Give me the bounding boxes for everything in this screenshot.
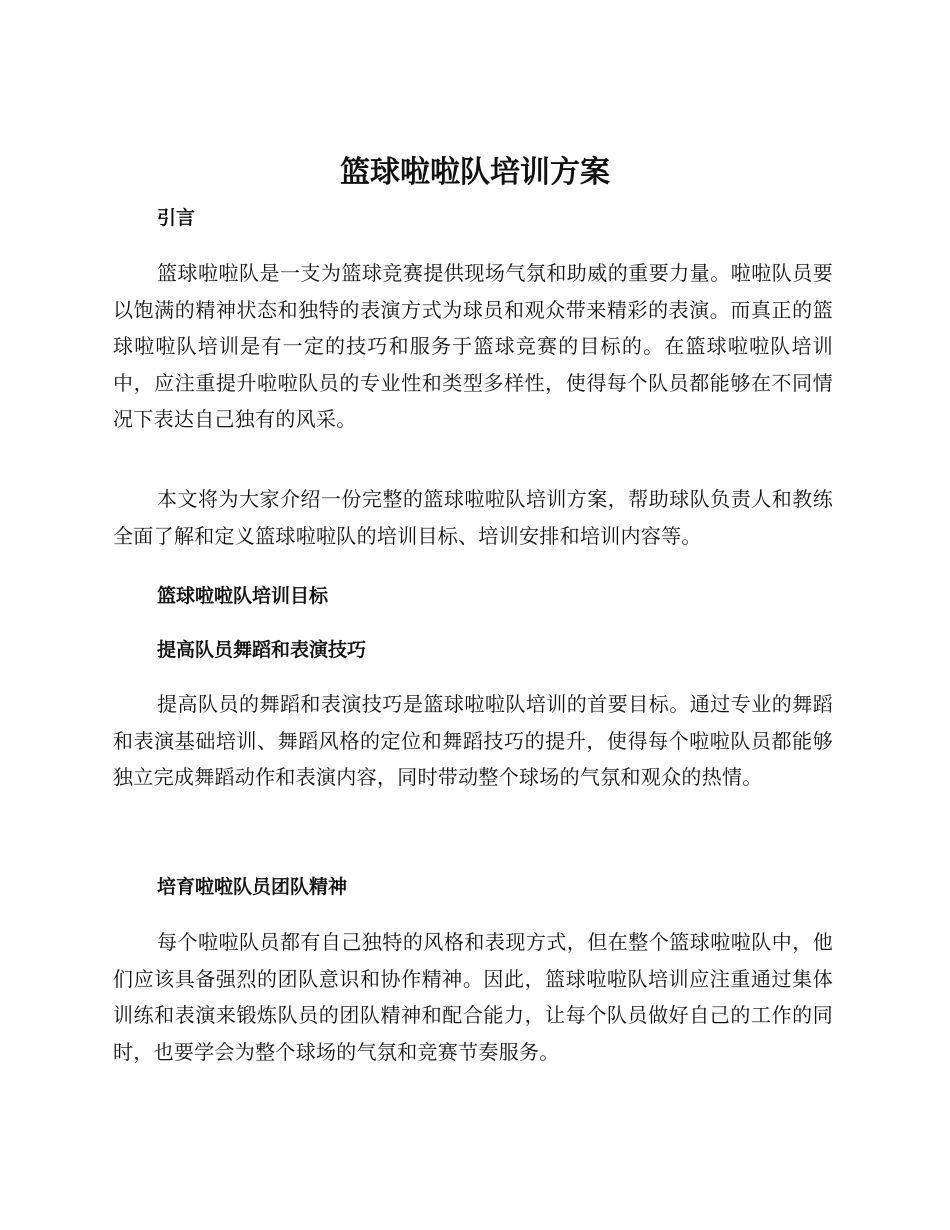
document-title: 篮球啦啦队培训方案 bbox=[340, 155, 610, 190]
paragraph-skills: 提高队员的舞蹈和表演技巧是篮球啦啦队培训的首要目标。通过专业的舞蹈和表演基础培训、舞蹈风格的定位和舞蹈技巧的提升，使得每个啦啦队员都能够独立完成舞蹈动作和表演内容，同时带动整个球场的气氛和观众的热情。 bbox=[113, 692, 833, 790]
section-heading-goals: 篮球啦啦队培训目标 bbox=[157, 585, 329, 607]
section-heading-intro: 引言 bbox=[157, 207, 196, 229]
subheading-skills: 提高队员舞蹈和表演技巧 bbox=[157, 639, 367, 661]
subheading-team-spirit: 培育啦啦队员团队精神 bbox=[157, 876, 348, 898]
paragraph-intro-1: 篮球啦啦队是一支为篮球竞赛提供现场气氛和助威的重要力量。啦啦队员要以饱满的精神状态和独特的表演方式为球员和观众带来精彩的表演。而真正的篮球啦啦队培训是有一定的技巧和服务于篮球竞赛的目标的。在篮球啦啦队培训中，应注重提升啦啦队员的专业性和类型多样性，使得每个队员都能够在不同情况下表达自己独有的风采。 bbox=[113, 261, 833, 432]
paragraph-team-spirit: 每个啦啦队员都有自己独特的风格和表现方式，但在整个篮球啦啦队中，他们应该具备强烈的团队意识和协作精神。因此，篮球啦啦队培训应注重通过集体训练和表演来锻炼队员的团队精神和配合能力，让每个队员做好自己的工作的同时，也要学会为整个球场的气氛和竞赛节奏服务。 bbox=[113, 930, 833, 1064]
paragraph-intro-2: 本文将为大家介绍一份完整的篮球啦啦队培训方案，帮助球队负责人和教练全面了解和定义篮球啦啦队的培训目标、培训安排和培训内容等。 bbox=[113, 487, 833, 548]
